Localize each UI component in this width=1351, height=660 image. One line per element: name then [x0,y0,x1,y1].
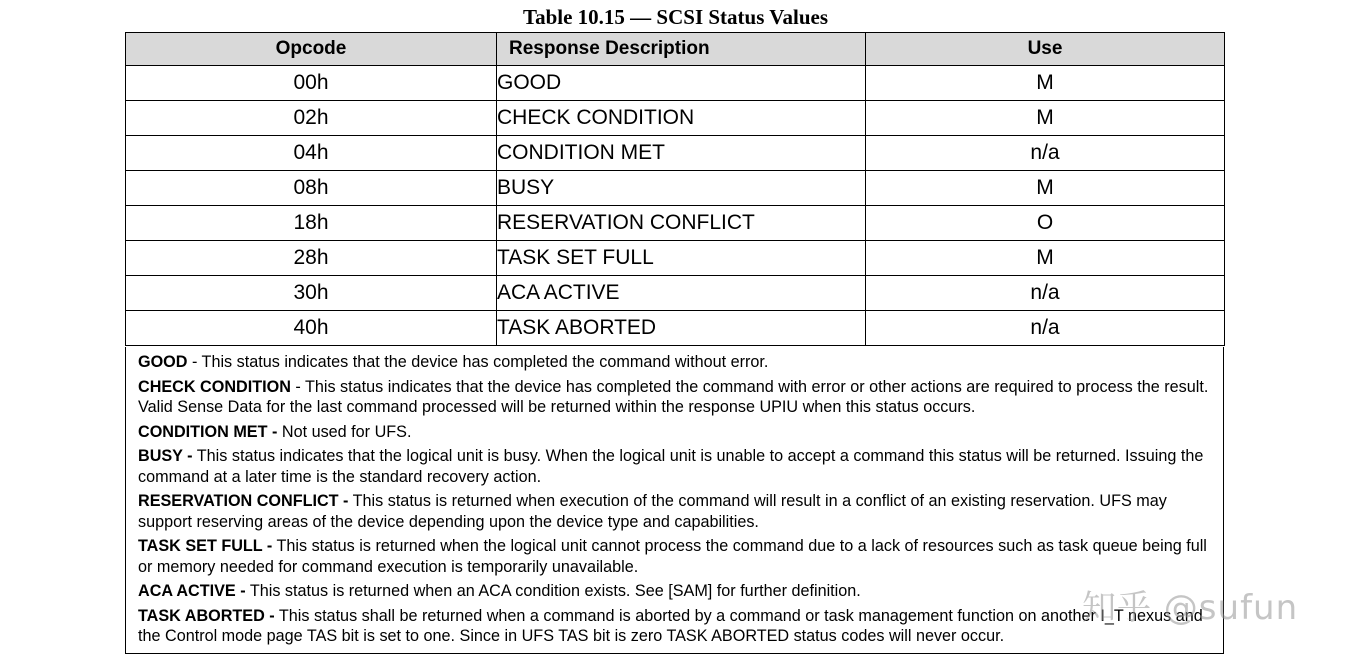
header-opcode: Opcode [126,33,497,66]
note-text: Not used for UFS. [277,422,412,441]
description-cell: ACA ACTIVE [497,276,866,311]
note-term: RESERVATION CONFLICT - [138,492,349,510]
description-cell: RESERVATION CONFLICT [497,206,866,241]
opcode-cell: 28h [126,241,497,276]
table-header-row [126,33,1225,66]
note-term: CHECK CONDITION [138,377,291,396]
table-row [126,311,1225,346]
opcode-cell: 08h [126,171,497,206]
note-reservation-conflict [138,491,1213,532]
scsi-status-table [125,32,1225,346]
note-term: TASK ABORTED - [138,606,275,625]
description-cell: GOOD [497,66,866,101]
note-term: ACA ACTIVE - [138,582,246,600]
note-term: BUSY - [138,447,193,465]
table-row [126,66,1225,101]
table-row [126,276,1225,311]
table-row [126,171,1225,206]
note-task-set-full [138,536,1213,577]
use-cell: M [866,66,1225,101]
note-text: - This status indicates that the device has completed the command with error or other actions are required to process the result. Valid Sense Data for the last command processed will be returned within the response UPIU when this status occurs. [138,377,1209,416]
watermark: 知乎 @sufun [1082,588,1299,628]
note-aca-active [138,581,1213,602]
note-check-condition [138,377,1213,418]
note-text: - This status indicates that the device has completed the command without error. [187,353,769,371]
note-condition-met [138,422,1213,443]
table-row [126,101,1225,136]
note-text: This status is returned when the logical unit cannot process the command due to a lack of resources such as task queue being full or memory needed for command execution is temporarily unavailable. [138,537,1207,576]
description-cell: TASK ABORTED [497,311,866,346]
note-good [138,352,1213,373]
description-cell: BUSY [497,171,866,206]
table-caption: Table 10.15 — SCSI Status Values [523,5,828,29]
opcode-cell: 02h [126,101,497,136]
table-row [126,241,1225,276]
opcode-cell: 40h [126,311,497,346]
note-text: This status shall be returned when a command is aborted by a command or task management function on another I_T nexus and the Control mode page TAS bit is set to one. Since in UFS TAS bit is zero TASK ABORTED status codes will never occur. [138,606,1203,645]
note-term: TASK SET FULL - [138,537,273,555]
status-notes [125,347,1224,654]
opcode-cell: 00h [126,66,497,101]
header-response-description: Response Description [497,33,866,66]
opcode-cell: 04h [126,136,497,171]
note-text: This status is returned when execution of the command will result in a conflict of an existing reservation. UFS may support reserving areas of the device depending upon the device type and capabilities. [138,492,1167,531]
opcode-cell: 30h [126,276,497,311]
use-cell: M [866,171,1225,206]
table-row [126,206,1225,241]
opcode-cell: 18h [126,206,497,241]
note-term: GOOD [138,353,188,371]
table-row [126,136,1225,171]
note-text: This status is returned when an ACA condition exists. See [SAM] for further definition. [245,582,861,600]
use-cell: n/a [866,136,1225,171]
note-task-aborted [138,606,1213,647]
note-term: CONDITION MET - [138,422,278,441]
description-cell: CHECK CONDITION [497,101,866,136]
use-cell: O [866,206,1225,241]
use-cell: n/a [866,311,1225,346]
header-use: Use [866,33,1225,66]
use-cell: M [866,241,1225,276]
description-cell: TASK SET FULL [497,241,866,276]
description-cell: CONDITION MET [497,136,866,171]
note-busy [138,446,1213,487]
note-text: This status indicates that the logical unit is busy. When the logical unit is unable to accept a command this status will be returned. Issuing the command at a later time is the standard recovery action. [138,447,1204,486]
use-cell: n/a [866,276,1225,311]
use-cell: M [866,101,1225,136]
